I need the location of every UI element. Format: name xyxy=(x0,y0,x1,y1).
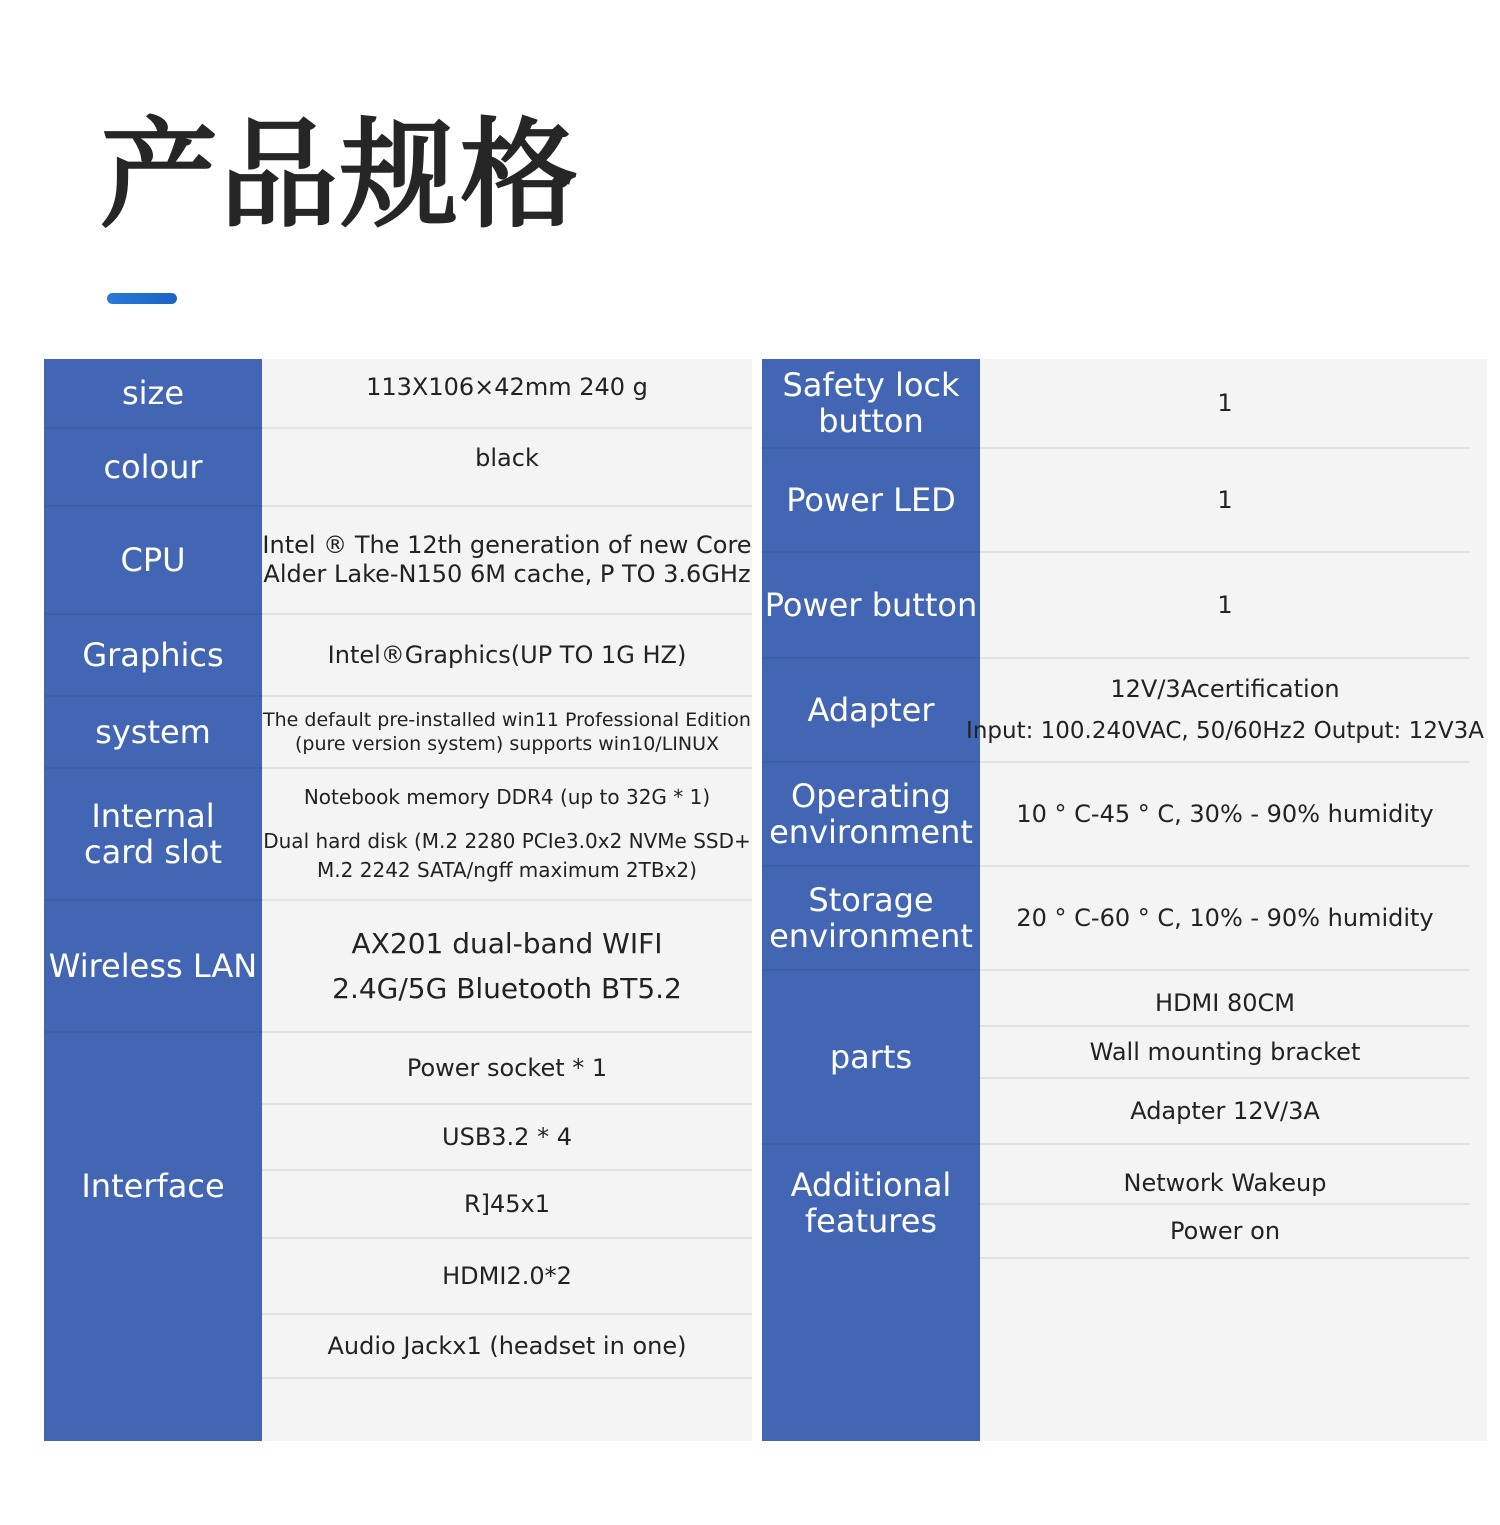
label-power-led: Power LED xyxy=(762,449,980,553)
value-wireless-lan: AX201 dual-band WIFI 2.4G/5G Bluetooth BT5.2 xyxy=(262,901,752,1033)
value-storage-environment: 20 ° C-60 ° C, 10% - 90% humidity xyxy=(980,867,1470,971)
label-cpu: CPU xyxy=(44,507,262,615)
value-parts-hdmi: HDMI 80CM xyxy=(980,971,1470,1027)
value-operating-environment: 10 ° C-45 ° C, 30% - 90% humidity xyxy=(980,763,1470,867)
title-accent-bar xyxy=(107,293,177,304)
value-interface-usb: USB3.2 * 4 xyxy=(262,1105,752,1171)
label-storage-environment: Storage environment xyxy=(762,867,980,971)
label-graphics: Graphics xyxy=(44,615,262,697)
value-size: 113X106×42mm 240 g xyxy=(262,359,752,429)
label-additional-features: Additional features xyxy=(790,1166,952,1240)
value-cpu: Intel ® The 12th generation of new Core Alder Lake-N150 6M cache, P TO 3.6GHz xyxy=(262,507,752,615)
value-parts-bracket: Wall mounting bracket xyxy=(980,1027,1470,1079)
value-disk-line2: M.2 2242 SATA/ngff maximum 2TBx2) xyxy=(317,857,697,882)
label-system: system xyxy=(44,697,262,769)
left-value-column xyxy=(262,359,752,1441)
value-colour: black xyxy=(262,429,752,507)
value-power-button: 1 xyxy=(980,553,1470,659)
label-power-button: Power button xyxy=(762,553,980,659)
label-parts: parts xyxy=(762,971,980,1145)
spec-table-left xyxy=(44,359,752,1441)
value-system: The default pre-installed win11 Professional Edition (pure version system) supports win10/LINUX xyxy=(262,697,752,769)
label-operating-environment: Operating environment xyxy=(762,763,980,867)
value-interface-power-socket: Power socket * 1 xyxy=(262,1033,752,1105)
label-internal-card-slot: Internal card slot xyxy=(44,769,262,901)
label-interface: Interface xyxy=(81,1167,225,1205)
value-graphics: Intel®Graphics(UP TO 1G HZ) xyxy=(262,615,752,697)
page-title: 产品规格 xyxy=(100,106,581,244)
value-safety-lock: 1 xyxy=(980,359,1470,449)
right-value-column xyxy=(966,359,1487,1441)
value-parts-adapter: Adapter 12V/3A xyxy=(980,1079,1470,1145)
value-interface-audio: Audio Jackx1 (headset in one) xyxy=(262,1315,752,1379)
value-interface-hdmi: HDMI2.0*2 xyxy=(262,1239,752,1315)
spec-table-right xyxy=(762,359,1487,1441)
value-adapter: 12V/3Acertification Input: 100.240VAC, 50/60Hz2 Output: 12V3A xyxy=(980,659,1470,763)
value-internal-card-slot xyxy=(262,769,752,901)
label-size: size xyxy=(44,359,262,429)
right-label-column xyxy=(762,359,980,1441)
value-interface-rj45: R]45x1 xyxy=(262,1171,752,1239)
value-network-wakeup: Network Wakeup xyxy=(980,1145,1470,1205)
value-power-on: Power on xyxy=(980,1205,1470,1259)
label-wireless-lan: Wireless LAN xyxy=(44,901,262,1033)
label-adapter: Adapter xyxy=(762,659,980,763)
value-disk-line1: Dual hard disk (M.2 2280 PCIe3.0x2 NVMe SSD+ xyxy=(263,828,751,853)
label-safety-lock: Safety lock button xyxy=(762,359,980,449)
value-power-led: 1 xyxy=(980,449,1470,553)
value-memory: Notebook memory DDR4 (up to 32G * 1) xyxy=(303,785,711,810)
label-colour: colour xyxy=(44,429,262,507)
left-label-column xyxy=(44,359,262,1441)
